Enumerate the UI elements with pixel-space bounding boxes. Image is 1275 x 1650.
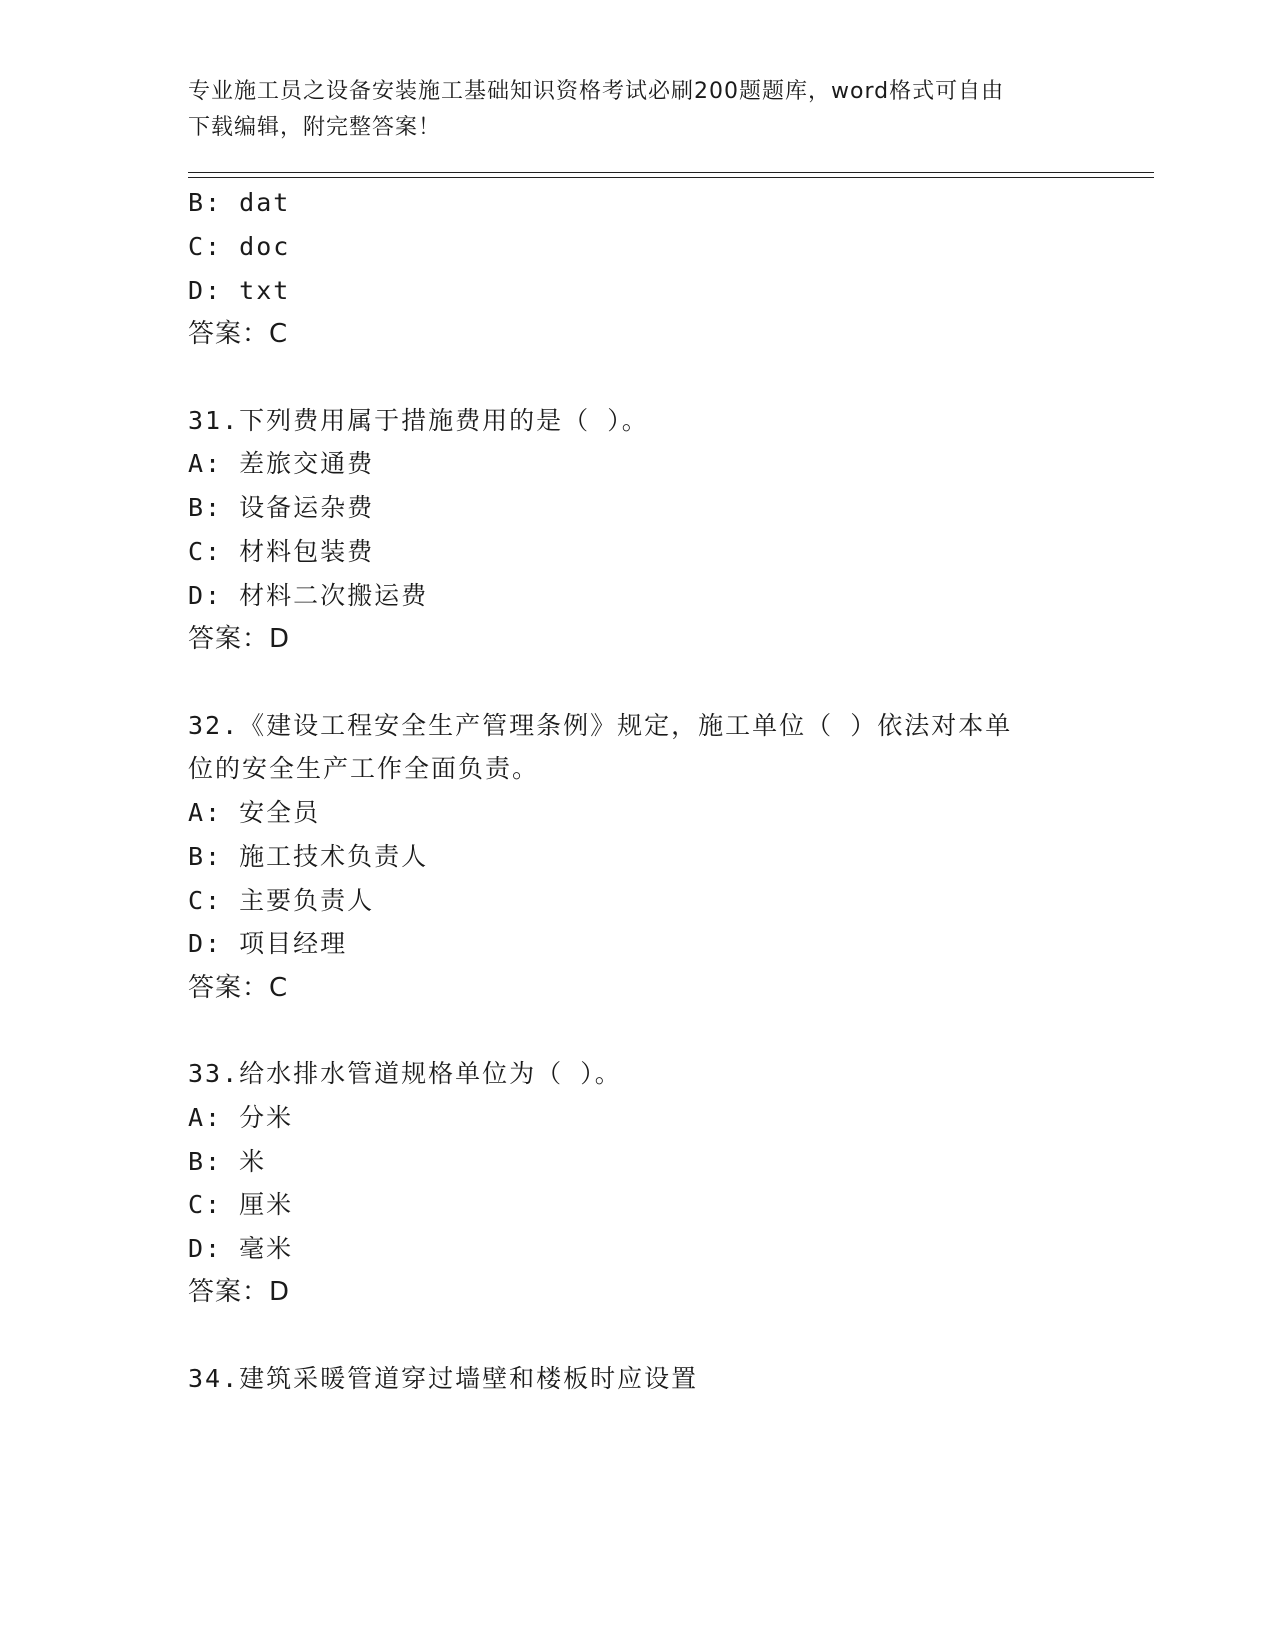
header-divider-top bbox=[188, 172, 1154, 173]
q32-question-line-1: 32.《建设工程安全生产管理条例》规定，施工单位（ ）依法对本单 bbox=[188, 711, 1013, 740]
q30-option-b: B: dat bbox=[188, 188, 291, 217]
q32-option-d: D: 项目经理 bbox=[188, 929, 348, 958]
q30-option-d: D: txt bbox=[188, 276, 291, 305]
q32-question-line-2: 位的安全生产工作全面负责。 bbox=[188, 754, 540, 783]
q31-option-d: D: 材料二次搬运费 bbox=[188, 581, 429, 610]
q33-question: 33.给水排水管道规格单位为（ ）。 bbox=[188, 1059, 622, 1088]
header-line-2: 下载编辑，附完整答案！ bbox=[188, 115, 442, 140]
q32-option-a: A: 安全员 bbox=[188, 798, 321, 827]
q31-question: 31.下列费用属于措施费用的是（ ）。 bbox=[188, 406, 649, 435]
document-header bbox=[188, 74, 1088, 146]
q33-option-c: C: 厘米 bbox=[188, 1190, 294, 1219]
q33-option-a: A: 分米 bbox=[188, 1103, 294, 1132]
q34-question: 34.建筑采暖管道穿过墙壁和楼板时应设置 bbox=[188, 1364, 699, 1393]
q31-option-c: C: 材料包装费 bbox=[188, 537, 375, 566]
q31-answer: 答案：D bbox=[188, 624, 291, 654]
q30-answer: 答案：C bbox=[188, 319, 289, 349]
q31-option-b: B: 设备运杂费 bbox=[188, 493, 375, 522]
q30-option-c: C: doc bbox=[188, 232, 291, 261]
q32-option-b: B: 施工技术负责人 bbox=[188, 842, 429, 871]
header-divider-bottom bbox=[188, 177, 1154, 178]
q33-answer: 答案：D bbox=[188, 1277, 291, 1307]
q32-option-c: C: 主要负责人 bbox=[188, 886, 375, 915]
q32-answer: 答案：C bbox=[188, 973, 289, 1003]
header-line-1: 专业施工员之设备安装施工基础知识资格考试必刷200题题库，word格式可自由 bbox=[188, 79, 1005, 104]
q33-option-b: B: 米 bbox=[188, 1147, 267, 1176]
q31-option-a: A: 差旅交通费 bbox=[188, 449, 375, 478]
q33-option-d: D: 毫米 bbox=[188, 1234, 294, 1263]
